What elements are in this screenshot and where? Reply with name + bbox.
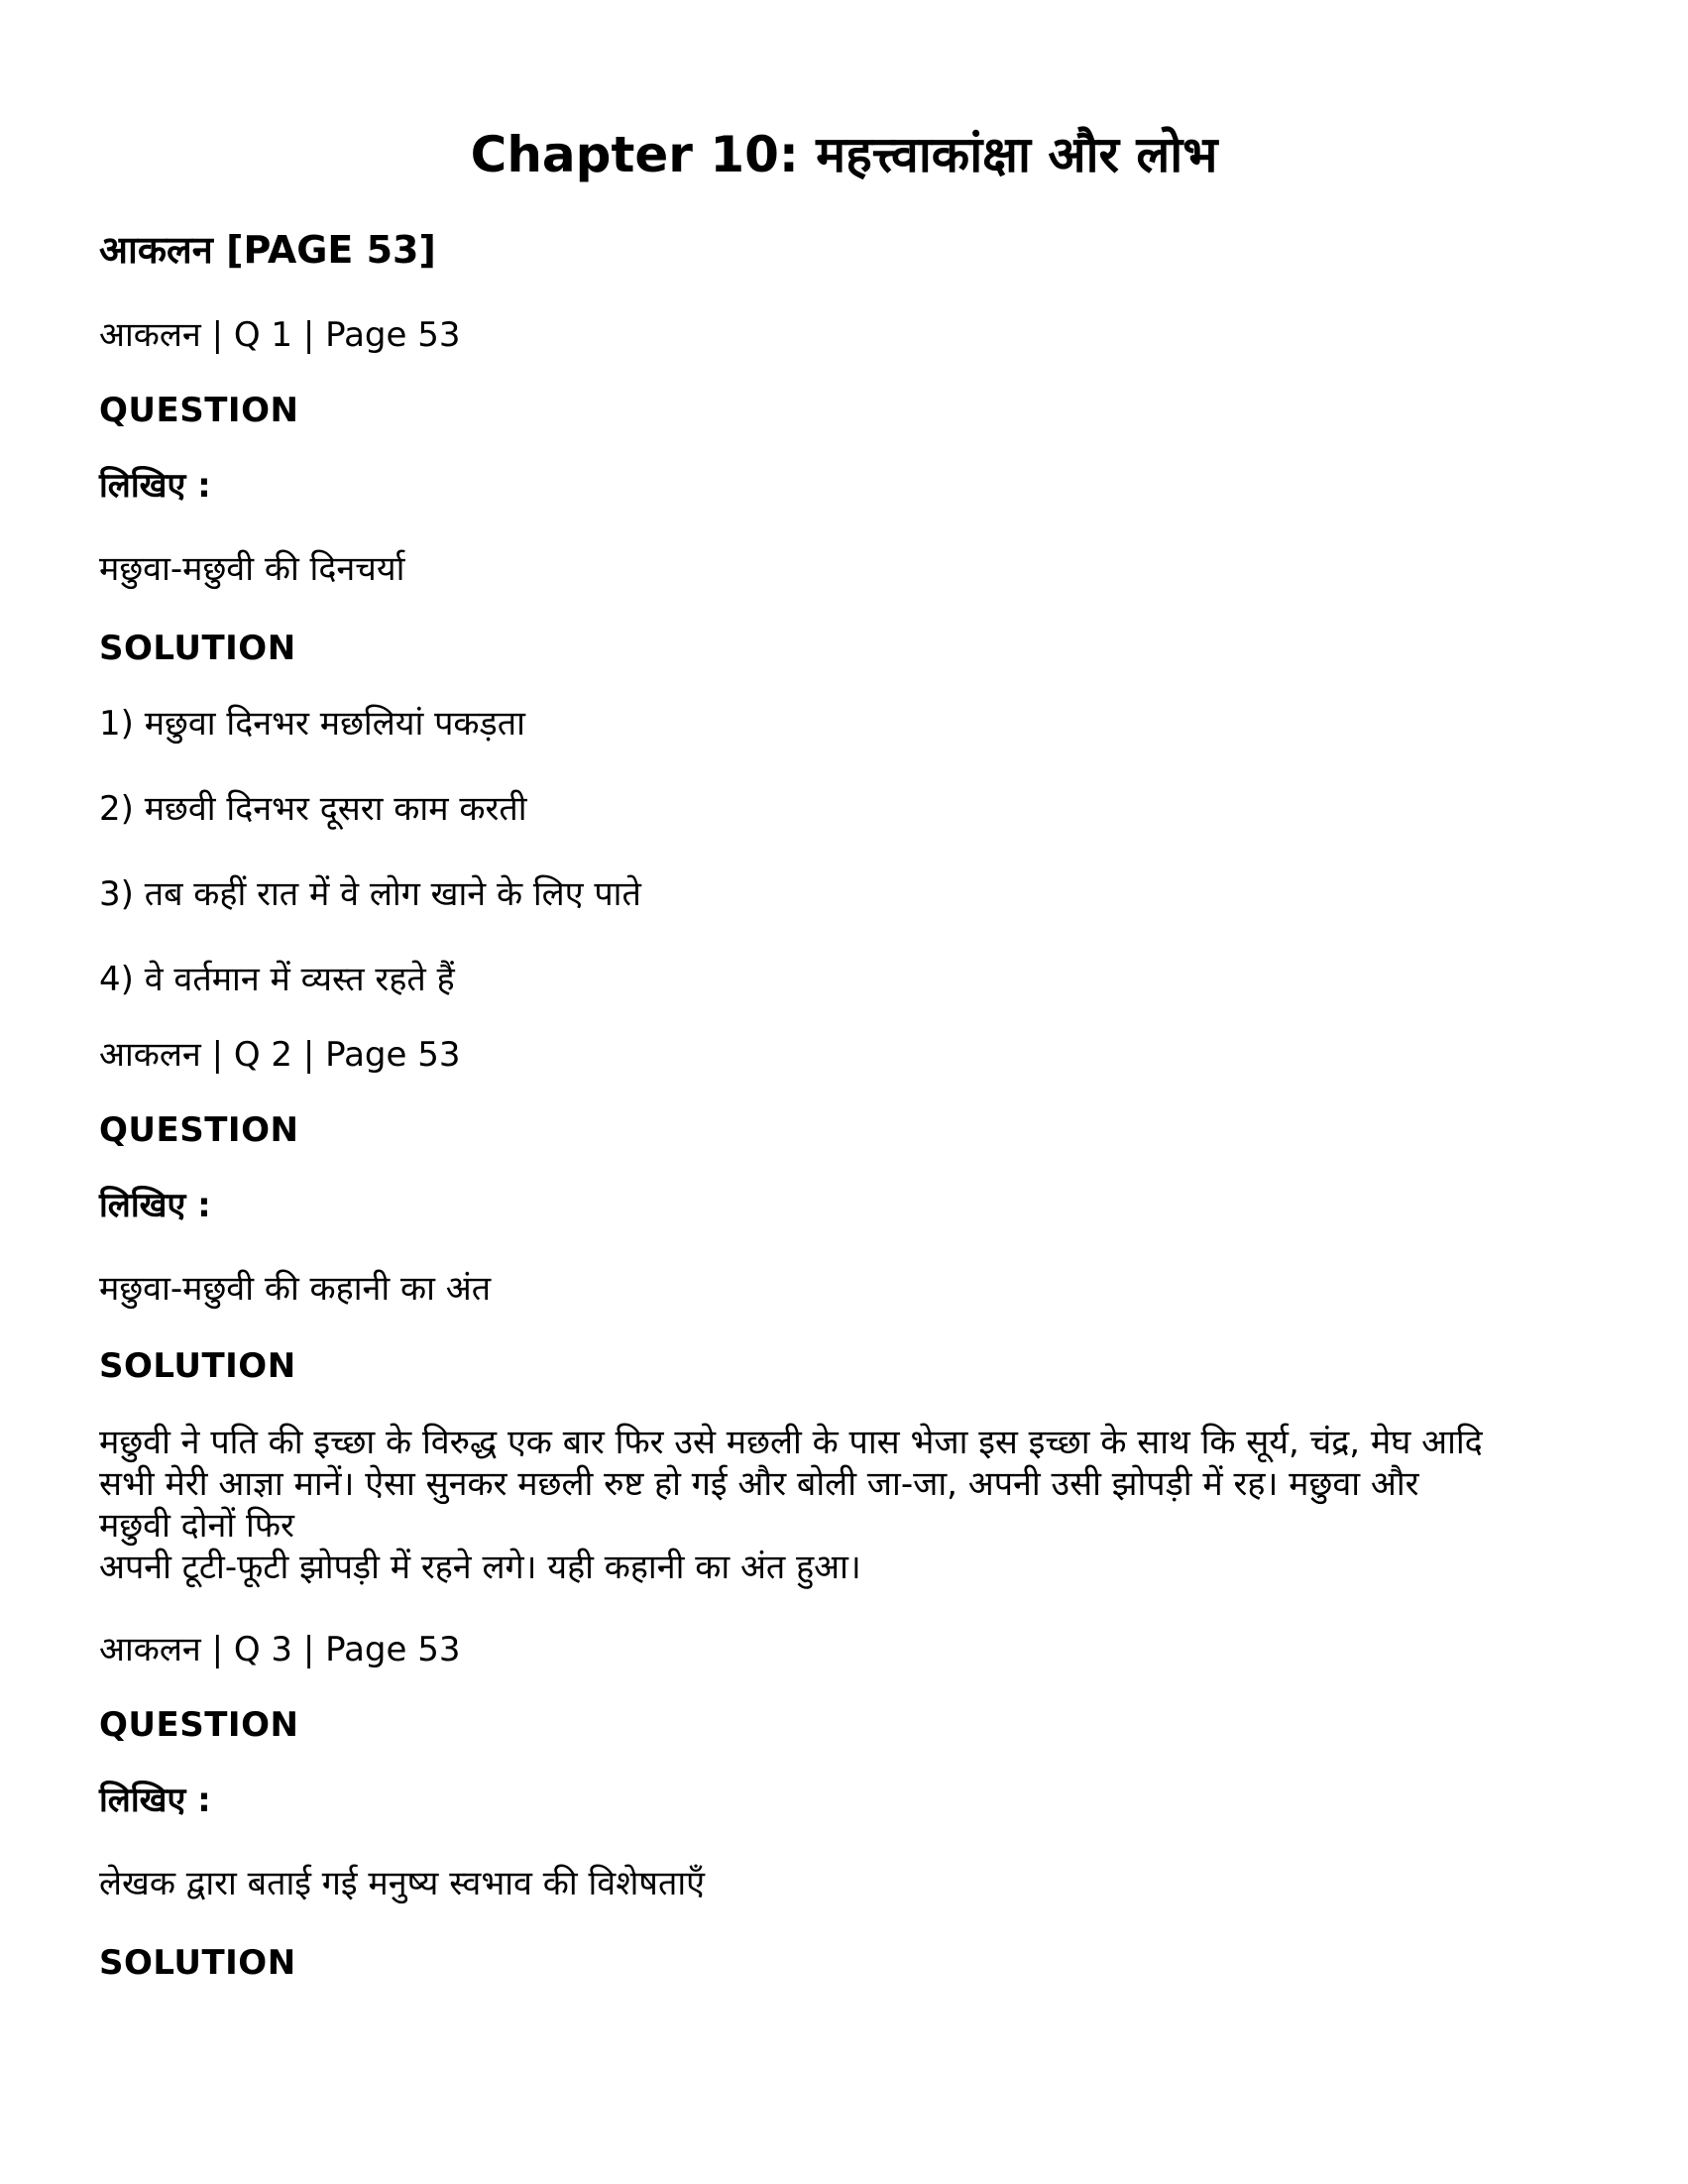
solution-line-q1-2: 2) मछवी दिनभर दूसरा काम करती bbox=[99, 789, 527, 829]
solution-line-q1-1: 1) मछुवा दिनभर मछलियां पकड़ता bbox=[99, 704, 525, 744]
chapter-title: Chapter 10: महत्त्वाकांक्षा और लोभ bbox=[470, 126, 1218, 183]
question-label-q1: QUESTION bbox=[99, 391, 299, 430]
solution-line-q2-2: सभी मेरी आज्ञा मानें। ऐसा सुनकर मछली रुष्ट हो गई और बोली जा-जा, अपनी उसी झोपड़ी में रह। मछुवा और bbox=[99, 1464, 1419, 1504]
instruction-q3: लिखिए : bbox=[99, 1781, 211, 1820]
solution-line-q2-4: अपनी टूटी-फूटी झोपड़ी में रहने लगे। यही कहानी का अंत हुआ। bbox=[99, 1548, 861, 1587]
question-label-q3: QUESTION bbox=[99, 1705, 299, 1745]
question-text-q1: मछुवा-मछुवी की दिनचर्या bbox=[99, 549, 405, 589]
solution-paragraph-q2 bbox=[99, 1422, 1606, 1588]
instruction-q1: लिखिए : bbox=[99, 466, 211, 506]
solution-label-q3: SOLUTION bbox=[99, 1943, 296, 1983]
solution-line-q2-1: मछुवी ने पति की इच्छा के विरुद्ध एक बार फिर उसे मछली के पास भेजा इस इच्छा के साथ कि सूर्य, चंद्र, मेघ आदि bbox=[99, 1423, 1483, 1462]
section-heading: आकलन [PAGE 53] bbox=[99, 228, 436, 272]
question-text-q3: लेखक द्वारा बताई गई मनुष्य स्वभाव की विशेषताएँ bbox=[99, 1864, 705, 1903]
question-ref-q2: आकलन | Q 2 | Page 53 bbox=[99, 1035, 461, 1075]
solution-label-q2: SOLUTION bbox=[99, 1346, 296, 1386]
question-ref-q3: आकलन | Q 3 | Page 53 bbox=[99, 1630, 461, 1669]
solution-line-q2-3: मछुवी दोनों फिर bbox=[99, 1506, 294, 1546]
solution-line-q1-3: 3) तब कहीं रात में वे लोग खाने के लिए पाते bbox=[99, 874, 641, 914]
question-label-q2: QUESTION bbox=[99, 1110, 299, 1150]
question-ref-q1: आकलन | Q 1 | Page 53 bbox=[99, 315, 461, 355]
solution-label-q1: SOLUTION bbox=[99, 629, 296, 668]
question-text-q2: मछुवा-मछुवी की कहानी का अंत bbox=[99, 1269, 492, 1309]
solution-line-q1-4: 4) वे वर्तमान में व्यस्त रहते हैं bbox=[99, 960, 455, 999]
instruction-q2: लिखिए : bbox=[99, 1186, 211, 1225]
